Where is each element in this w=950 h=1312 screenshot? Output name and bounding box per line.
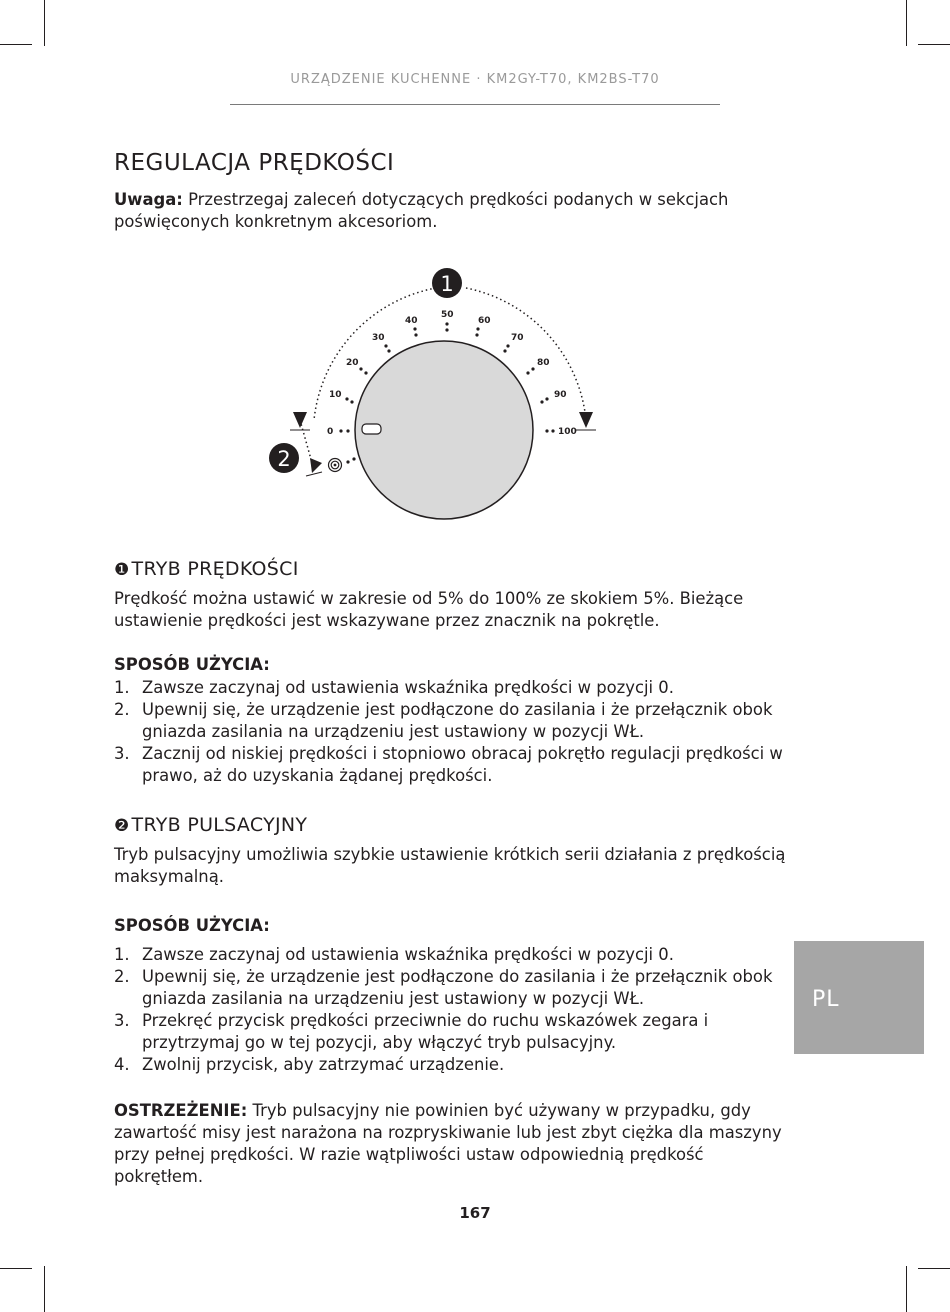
pulse-mode-title-text: TRYB PULSACYJNY xyxy=(131,814,308,836)
arrow-head-left xyxy=(293,412,307,428)
speed-mode-steps xyxy=(114,677,794,787)
step-item xyxy=(114,1010,794,1054)
scale-label: 90 xyxy=(554,390,567,400)
scale-label: 100 xyxy=(558,427,577,437)
step-item xyxy=(114,966,794,1010)
pulse-mode-description: Tryb pulsacyjny umożliwia szybkie ustawienie krótkich serii działania z prędkością maksymalną. xyxy=(114,845,786,886)
callout-1-number: 1 xyxy=(440,272,454,296)
step-item xyxy=(114,743,794,787)
step-number: 3. xyxy=(114,1011,130,1030)
header-rule xyxy=(230,104,720,105)
callout-2 xyxy=(269,443,299,473)
scale-label: 60 xyxy=(478,316,491,326)
language-tab-label: PL xyxy=(812,987,840,1012)
step-number: 4. xyxy=(114,1055,130,1074)
pulse-mode-title xyxy=(114,814,307,836)
scale-label: 0 xyxy=(327,427,334,437)
section-title: REGULACJA PRĘDKOŚCI xyxy=(114,150,395,176)
step-text: Upewnij się, że urządzenie jest podłączone do zasilania i że przełącznik obok gniazda zasilania na urządzeniu jest ustawiony w pozycji WŁ. xyxy=(142,700,773,741)
step-number: 2. xyxy=(114,700,130,719)
pulse-mode-steps xyxy=(114,944,794,1076)
step-text: Upewnij się, że urządzenie jest podłączone do zasilania i że przełącznik obok gniazda zasilania na urządzeniu jest ustawiony w pozycji WŁ. xyxy=(142,967,773,1008)
arrow-tick-pulse xyxy=(306,472,322,476)
crop-mark xyxy=(0,44,32,45)
speed-mode-title-text: TRYB PRĘDKOŚCI xyxy=(131,558,299,580)
arrow-head-pulse xyxy=(310,458,322,473)
crop-mark xyxy=(918,1268,950,1269)
knob-indicator xyxy=(362,424,381,434)
step-item xyxy=(114,677,794,699)
crop-mark xyxy=(0,1268,32,1269)
step-item xyxy=(114,1054,794,1076)
step-text: Zacznij od niskiej prędkości i stopniowo obracaj pokrętło regulacji prędkości w prawo, aż do uzyskania żądanej prędkości. xyxy=(142,744,783,785)
scale-label: 10 xyxy=(329,390,342,400)
step-item xyxy=(114,699,794,743)
speed-knob xyxy=(355,341,533,519)
step-number: 2. xyxy=(114,967,130,986)
note-label: Uwaga: xyxy=(114,190,183,209)
scale-label: 50 xyxy=(441,310,454,320)
speed-mode-number: ❶ xyxy=(114,560,130,580)
step-text: Zwolnij przycisk, aby zatrzymać urządzenie. xyxy=(142,1055,505,1074)
speed-mode-title xyxy=(114,558,299,580)
speed-mode-description: Prędkość można ustawić w zakresie od 5% do 100% ze skokiem 5%. Bieżące ustawienie prędkości jest wskazywane przez znacznik na pokrętle. xyxy=(114,589,744,630)
pulse-icon xyxy=(329,457,356,471)
note-text: Przestrzegaj zaleceń dotyczących prędkości podanych w sekcjach poświęconych konkretnym akcesoriom. xyxy=(114,190,729,231)
step-text: Zawsze zaczynaj od ustawienia wskaźnika prędkości w pozycji 0. xyxy=(142,945,674,964)
crop-mark xyxy=(906,1266,907,1312)
step-text: Zawsze zaczynaj od ustawienia wskaźnika prędkości w pozycji 0. xyxy=(142,678,674,697)
crop-mark xyxy=(906,0,907,46)
crop-mark xyxy=(44,0,45,46)
scale-label: 40 xyxy=(405,316,418,326)
callout-2-number: 2 xyxy=(277,447,291,471)
scale-label: 70 xyxy=(511,333,524,343)
language-tab xyxy=(794,941,924,1054)
scale-label: 30 xyxy=(372,333,385,343)
pulse-mode-number: ❷ xyxy=(114,816,130,836)
arrow-head-right xyxy=(579,412,593,428)
speed-mode-how-title: SPOSÓB UŻYCIA: xyxy=(114,655,270,674)
step-text: Przekręć przycisk prędkości przeciwnie do ruchu wskazówek zegara i przytrzymaj go w tej pozycji, aby włączyć tryb pulsacyjny. xyxy=(142,1011,709,1052)
step-number: 1. xyxy=(114,678,130,697)
warning-text: Tryb pulsacyjny nie powinien być używany w przypadku, gdy zawartość misy jest narażona na rozpryskiwanie lub jest zbyt ciężka dla maszyny przy pełnej prędkości. W razie wątpliwości ustaw odpowiednią prędkość pokrętłem. xyxy=(114,1101,782,1186)
scale-label: 80 xyxy=(537,358,550,368)
callout-1 xyxy=(432,268,462,298)
crop-mark xyxy=(44,1266,45,1312)
scale-label: 20 xyxy=(346,358,359,368)
speed-dial-diagram xyxy=(260,260,610,525)
running-header: URZĄDZENIE KUCHENNE · KM2GY-T70, KM2BS-T70 xyxy=(290,72,660,87)
page-number: 167 xyxy=(459,1204,491,1222)
step-number: 3. xyxy=(114,744,130,763)
step-number: 1. xyxy=(114,945,130,964)
note-paragraph xyxy=(114,189,794,233)
step-item xyxy=(114,944,794,966)
warning-paragraph xyxy=(114,1100,794,1188)
warning-label: OSTRZEŻENIE: xyxy=(114,1101,248,1120)
pulse-mode-how-title: SPOSÓB UŻYCIA: xyxy=(114,916,270,935)
crop-mark xyxy=(918,44,950,45)
